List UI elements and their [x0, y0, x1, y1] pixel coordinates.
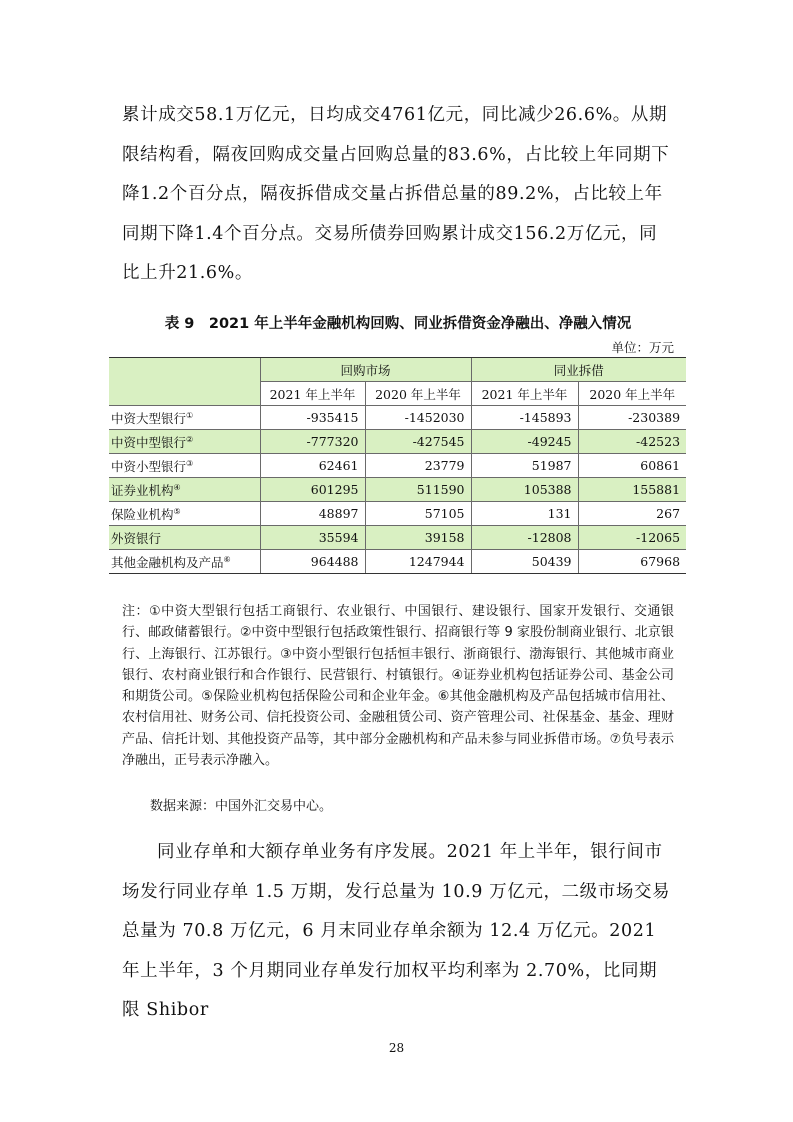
row-label: 中资大型银行① — [109, 406, 260, 430]
cell-value: 964488 — [260, 550, 365, 574]
cell-value: 60861 — [578, 454, 686, 478]
table-row — [109, 502, 686, 526]
table-title: 表 9 2021 年上半年金融机构回购、同业拆借资金净融出、净融入情况 — [164, 316, 632, 332]
cell-value: 105388 — [471, 478, 578, 502]
sub-header: 2021 年上半年 — [471, 382, 578, 406]
row-label: 中资小型银行③ — [109, 454, 260, 478]
cell-value: 48897 — [260, 502, 365, 526]
cell-value: -42523 — [578, 430, 686, 454]
cell-value: 1247944 — [365, 550, 471, 574]
cell-value: 57105 — [365, 502, 471, 526]
cell-value: -1452030 — [365, 406, 471, 430]
cell-value: 155881 — [578, 478, 686, 502]
group-header-repo: 回购市场 — [260, 358, 471, 382]
cell-value: 131 — [471, 502, 578, 526]
table-row — [109, 550, 686, 574]
cell-value: -777320 — [260, 430, 365, 454]
data-source: 数据来源：中国外汇交易中心。 — [150, 799, 333, 814]
table-row — [109, 454, 686, 478]
cell-value: 62461 — [260, 454, 365, 478]
cell-value: 267 — [578, 502, 686, 526]
body-paragraph-bottom: 同业存单和大额存单业务有序发展。2021 年上半年，银行间市场发行同业存单 1.5 万期，发行总量为 10.9 万亿元，二级市场交易总量为 70.8 万亿元，6 月末同业存单余额为 12.4 万亿元。2021 年上半年，3 个月期同业存单发行加权平均利率为 2.70%，比同期限 Shibor — [122, 842, 671, 1020]
cell-value: -230389 — [578, 406, 686, 430]
cell-value: -49245 — [471, 430, 578, 454]
cell-value: -12808 — [471, 526, 578, 550]
row-label: 保险业机构⑤ — [109, 502, 260, 526]
cell-value: 39158 — [365, 526, 471, 550]
cell-value: -12065 — [578, 526, 686, 550]
body-paragraph-top: 累计成交58.1万亿元，日均成交4761亿元，同比减少26.6%。从期限结构看，隔夜回购成交量占回购总量的83.6%，占比较上年同期下降1.2个百分点，隔夜拆借成交量占拆借总量的89.2%，占比较上年同期下降1.4个百分点。交易所债券回购累计成交156.2万亿元，同比上升21.6%。 — [122, 105, 670, 283]
cell-value: -145893 — [471, 406, 578, 430]
table-group-header-row — [109, 358, 686, 382]
row-label: 外资银行 — [109, 526, 260, 550]
table-row — [109, 430, 686, 454]
table-row — [109, 406, 686, 430]
cell-value: 23779 — [365, 454, 471, 478]
cell-value: 67968 — [578, 550, 686, 574]
page-number: 28 — [388, 1041, 405, 1055]
row-label: 其他金融机构及产品⑥ — [109, 550, 260, 574]
table-corner-cell — [109, 358, 260, 406]
cell-value: -427545 — [365, 430, 471, 454]
sub-header: 2020 年上半年 — [578, 382, 686, 406]
cell-value: -935415 — [260, 406, 365, 430]
net-financing-table — [109, 357, 686, 574]
row-label: 中资中型银行② — [109, 430, 260, 454]
cell-value: 511590 — [365, 478, 471, 502]
table-unit: 单位：万元 — [611, 340, 674, 355]
cell-value: 601295 — [260, 478, 365, 502]
cell-value: 50439 — [471, 550, 578, 574]
table-row — [109, 478, 686, 502]
group-header-interbank: 同业拆借 — [471, 358, 686, 382]
sub-header: 2020 年上半年 — [365, 382, 471, 406]
sub-header: 2021 年上半年 — [260, 382, 365, 406]
cell-value: 35594 — [260, 526, 365, 550]
row-label: 证券业机构④ — [109, 478, 260, 502]
cell-value: 51987 — [471, 454, 578, 478]
table-row — [109, 526, 686, 550]
table-footnote: 注：①中资大型银行包括工商银行、农业银行、中国银行、建设银行、国家开发银行、交通银行、邮政储蓄银行。②中资中型银行包括政策性银行、招商银行等 9 家股份制商业银行、北京银行、上海银行、江苏银行。③中资小型银行包括恒丰银行、浙商银行、渤海银行、其他城市商业银行、农村商业银行和合作银行、民营银行、村镇银行。④证券业机构包括证券公司、基金公司和期货公司。⑤保险业机构包括保险公司和企业年金。⑥其他金融机构及产品包括城市信用社、农村信用社、财务公司、信托投资公司、金融租赁公司、资产管理公司、社保基金、基金、理财产品、信托计划、其他投资产品等，其中部分金融机构和产品未参与同业拆借市场。⑦负号表示净融出，正号表示净融入。 — [122, 604, 674, 769]
